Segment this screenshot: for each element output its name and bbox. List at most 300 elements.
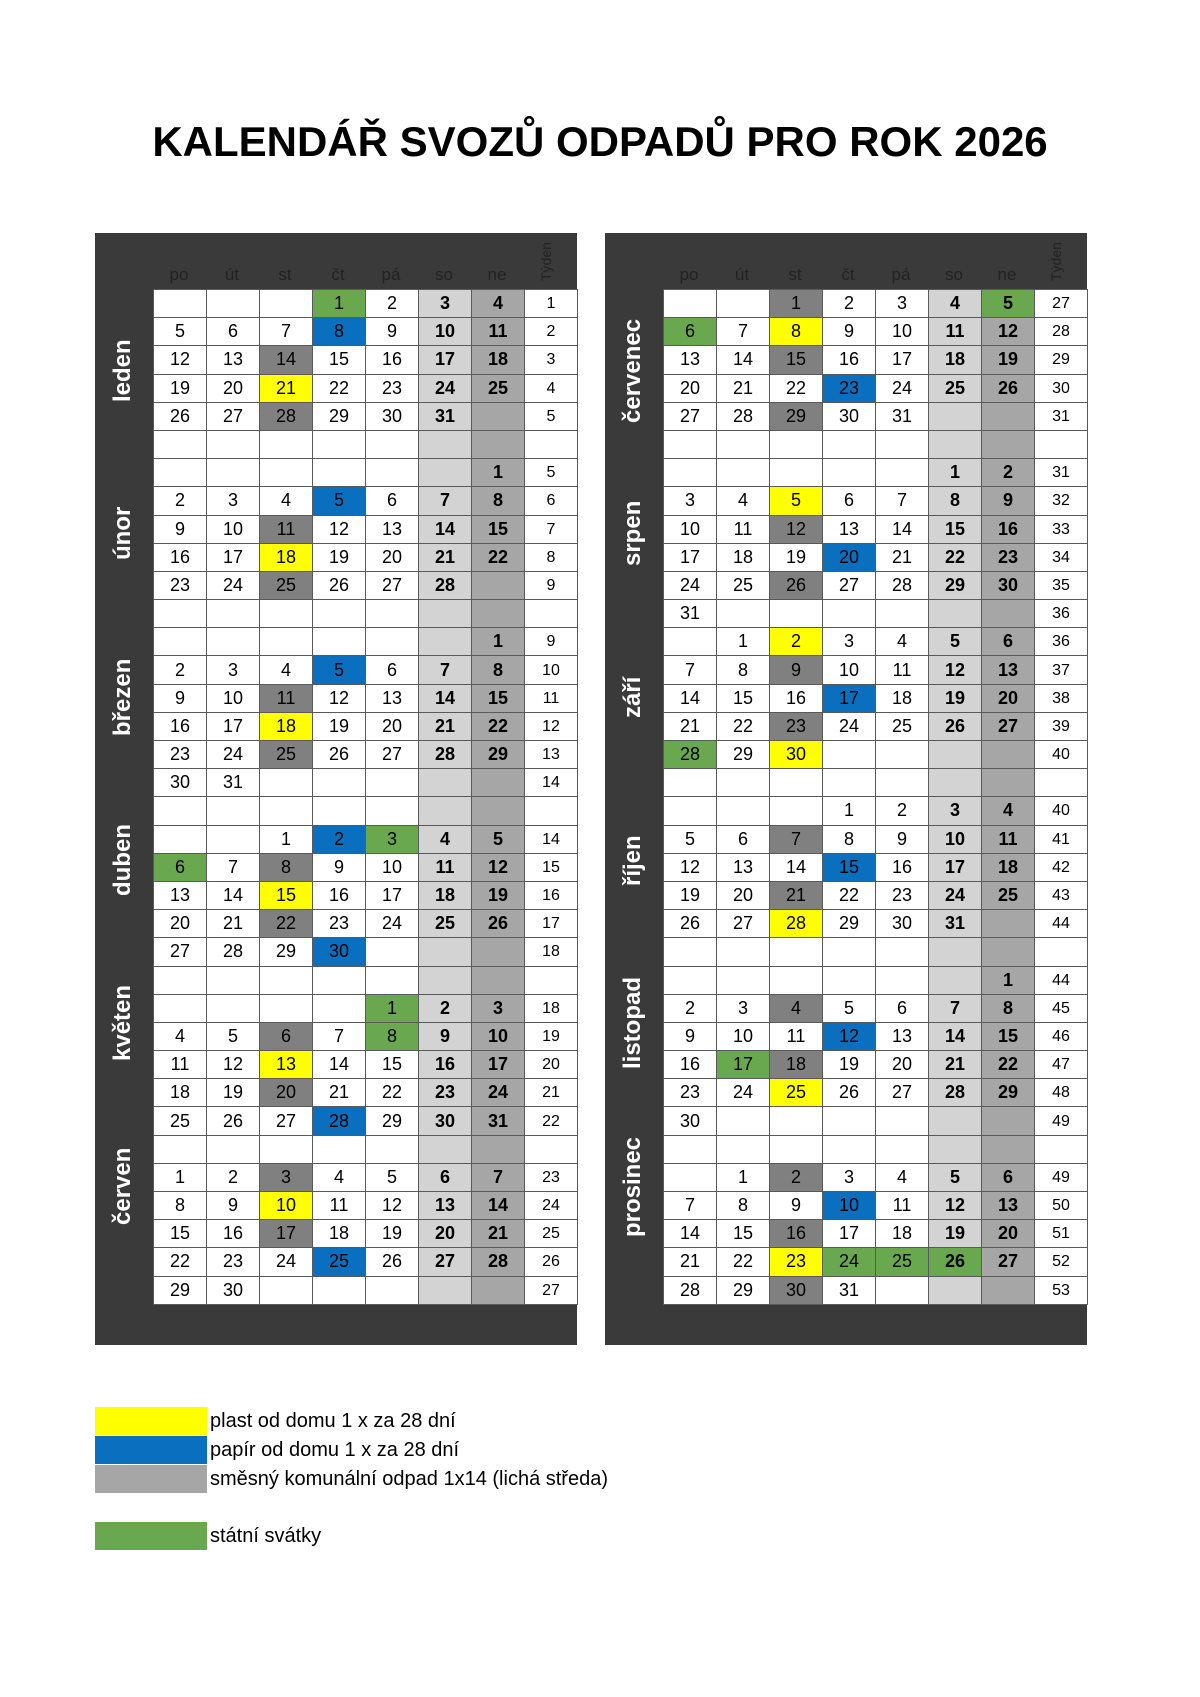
day-cell: 17 [207,712,260,740]
day-cell: 1 [982,966,1035,994]
week-row [664,1163,1088,1191]
weekday-label: so [435,265,453,284]
week-number-cell [525,966,578,994]
week-row [154,769,578,797]
day-cell: 10 [472,1022,525,1050]
day-cell: 15 [929,515,982,543]
day-cell [664,938,717,966]
day-cell: 7 [717,318,770,346]
week-number-cell: 17 [525,910,578,938]
day-cell: 6 [260,1022,313,1050]
day-cell: 16 [823,346,876,374]
day-cell [717,290,770,318]
week-number-cell: 40 [1035,797,1088,825]
day-cell: 20 [876,1051,929,1079]
day-cell: 22 [770,374,823,402]
day-cell [313,459,366,487]
day-cell [823,459,876,487]
day-cell: 23 [154,571,207,599]
week-row [664,290,1088,318]
week-row [664,1220,1088,1248]
day-cell: 22 [313,374,366,402]
day-cell: 13 [876,1022,929,1050]
week-row [664,994,1088,1022]
day-cell: 12 [366,1192,419,1220]
day-cell [207,1135,260,1163]
week-header-label: Týden [538,242,554,281]
day-cell: 13 [207,346,260,374]
day-cell [876,1107,929,1135]
week-row [664,825,1088,853]
week-number-cell: 13 [525,741,578,769]
day-cell [929,741,982,769]
day-cell [664,966,717,994]
week-number-cell: 21 [525,1079,578,1107]
day-cell: 31 [472,1107,525,1135]
legend-swatch-papir [95,1436,207,1464]
day-cell: 22 [823,881,876,909]
day-cell: 14 [770,853,823,881]
day-cell: 27 [419,1248,472,1276]
week-row [664,684,1088,712]
day-cell: 29 [260,938,313,966]
day-cell: 6 [717,825,770,853]
day-cell: 17 [366,881,419,909]
day-cell: 20 [260,1079,313,1107]
day-cell: 4 [313,1163,366,1191]
week-row [664,741,1088,769]
day-cell: 20 [717,881,770,909]
day-cell: 8 [366,1022,419,1050]
day-cell: 16 [154,543,207,571]
day-cell [366,966,419,994]
legend-swatch-svatky [95,1522,207,1550]
day-cell: 15 [472,684,525,712]
day-cell: 19 [207,1079,260,1107]
day-cell: 23 [419,1079,472,1107]
day-cell: 25 [472,374,525,402]
month-name: září [619,676,646,718]
day-cell: 21 [664,712,717,740]
day-cell [260,290,313,318]
day-cell [472,1276,525,1304]
day-cell: 23 [207,1248,260,1276]
day-cell: 22 [472,712,525,740]
day-cell: 20 [823,543,876,571]
day-cell: 30 [207,1276,260,1304]
day-cell: 1 [770,290,823,318]
day-cell [929,430,982,458]
day-cell: 23 [154,741,207,769]
day-cell: 23 [664,1079,717,1107]
day-cell: 26 [664,910,717,938]
day-cell: 8 [717,1192,770,1220]
day-cell: 7 [664,1192,717,1220]
month-name: prosinec [619,1136,646,1237]
day-cell: 4 [419,825,472,853]
day-cell [982,910,1035,938]
week-number-cell: 18 [525,938,578,966]
day-cell: 14 [313,1051,366,1079]
week-number-cell: 9 [525,628,578,656]
day-cell: 8 [313,318,366,346]
week-row [664,1107,1088,1135]
day-cell [770,769,823,797]
day-cell [260,994,313,1022]
day-cell: 9 [154,684,207,712]
day-cell: 31 [929,910,982,938]
day-cell: 25 [419,910,472,938]
day-cell: 14 [876,515,929,543]
day-cell [313,1135,366,1163]
week-number-cell: 16 [525,881,578,909]
day-cell: 3 [366,825,419,853]
day-cell: 4 [770,994,823,1022]
week-row [664,459,1088,487]
day-cell: 21 [717,374,770,402]
day-cell [876,1135,929,1163]
week-number-cell: 7 [525,515,578,543]
week-row [154,600,578,628]
day-cell: 3 [929,797,982,825]
week-row [664,571,1088,599]
day-cell: 29 [982,1079,1035,1107]
week-number-cell: 27 [1035,290,1088,318]
day-cell: 3 [664,487,717,515]
day-cell [770,938,823,966]
week-row [664,543,1088,571]
weekday-label: čt [841,265,855,284]
day-cell: 13 [982,656,1035,684]
day-cell: 22 [472,543,525,571]
day-cell [419,938,472,966]
day-cell [664,1163,717,1191]
weekday-header [663,233,1087,289]
day-cell: 9 [876,825,929,853]
day-cell: 24 [419,374,472,402]
month-name: duben [109,824,136,897]
day-cell [823,600,876,628]
day-cell: 3 [876,290,929,318]
day-cell: 27 [366,571,419,599]
day-cell [876,1276,929,1304]
day-cell: 14 [260,346,313,374]
day-cell: 27 [366,741,419,769]
day-cell: 22 [154,1248,207,1276]
week-row [664,1051,1088,1079]
week-row [154,515,578,543]
day-cell: 18 [313,1220,366,1248]
day-cell: 1 [154,1163,207,1191]
week-row [154,487,578,515]
day-cell: 19 [823,1051,876,1079]
month-name: květen [109,985,136,1062]
day-cell: 23 [982,543,1035,571]
week-row [154,797,578,825]
day-cell: 26 [154,402,207,430]
week-number-cell: 34 [1035,543,1088,571]
week-row [664,656,1088,684]
day-cell: 2 [982,459,1035,487]
day-cell [207,290,260,318]
day-cell [154,1135,207,1163]
day-cell: 7 [313,1022,366,1050]
week-row [154,318,578,346]
day-cell: 28 [472,1248,525,1276]
week-row [154,374,578,402]
week-number-cell: 36 [1035,628,1088,656]
day-cell: 20 [154,910,207,938]
day-cell: 18 [717,543,770,571]
day-cell: 5 [823,994,876,1022]
day-cell: 28 [876,571,929,599]
day-cell: 27 [260,1107,313,1135]
day-cell: 29 [472,741,525,769]
day-cell [664,1135,717,1163]
day-cell [207,459,260,487]
day-cell: 29 [366,1107,419,1135]
day-cell: 1 [929,459,982,487]
day-cell: 7 [472,1163,525,1191]
day-cell: 17 [876,346,929,374]
week-number-cell: 45 [1035,994,1088,1022]
week-number-cell: 49 [1035,1107,1088,1135]
day-cell [823,769,876,797]
week-row [154,628,578,656]
day-cell [313,797,366,825]
day-cell: 21 [313,1079,366,1107]
day-cell: 9 [313,853,366,881]
day-cell: 27 [154,938,207,966]
week-number-cell: 29 [1035,346,1088,374]
week-number-cell: 11 [525,684,578,712]
week-row [154,1276,578,1304]
weekday-label: út [224,265,240,284]
day-cell: 3 [823,628,876,656]
week-number-cell: 50 [1035,1192,1088,1220]
day-cell [929,1107,982,1135]
day-cell: 9 [366,318,419,346]
day-cell: 11 [419,853,472,881]
week-row [154,430,578,458]
day-cell: 24 [823,712,876,740]
week-row [664,769,1088,797]
week-row [154,938,578,966]
week-number-cell: 5 [525,402,578,430]
week-number-cell: 1 [525,290,578,318]
legend-item-smesny [95,1465,795,1493]
week-row [154,656,578,684]
day-cell: 6 [823,487,876,515]
day-cell [982,402,1035,430]
day-cell [823,938,876,966]
month-name: říjen [619,834,646,886]
day-cell: 14 [419,515,472,543]
day-cell: 4 [876,628,929,656]
day-cell: 12 [207,1051,260,1079]
week-number-cell: 49 [1035,1163,1088,1191]
week-row [664,881,1088,909]
day-cell: 25 [717,571,770,599]
day-cell: 29 [717,741,770,769]
week-row [154,1051,578,1079]
day-cell: 26 [929,712,982,740]
day-cell [207,994,260,1022]
day-cell [260,459,313,487]
week-number-cell: 19 [525,1022,578,1050]
day-cell: 17 [823,684,876,712]
day-cell: 12 [313,515,366,543]
day-cell: 29 [313,402,366,430]
weekday-label: po [169,265,189,284]
day-cell: 19 [929,1220,982,1248]
day-cell: 1 [717,1163,770,1191]
day-cell [982,1276,1035,1304]
day-cell: 23 [313,910,366,938]
day-cell: 23 [366,374,419,402]
week-row [664,966,1088,994]
day-cell: 6 [664,318,717,346]
day-cell: 9 [770,1192,823,1220]
day-cell: 5 [313,487,366,515]
day-cell: 13 [366,515,419,543]
day-cell: 27 [207,402,260,430]
week-number-cell: 42 [1035,853,1088,881]
day-cell: 30 [366,402,419,430]
day-cell [472,938,525,966]
day-cell: 28 [929,1079,982,1107]
day-cell: 2 [823,290,876,318]
day-cell: 9 [823,318,876,346]
day-cell: 2 [770,1163,823,1191]
day-cell [717,966,770,994]
day-cell: 31 [664,600,717,628]
week-number-cell: 8 [525,543,578,571]
day-cell: 2 [154,656,207,684]
week-row [664,797,1088,825]
day-cell [207,600,260,628]
day-cell: 13 [982,1192,1035,1220]
day-cell [717,769,770,797]
week-row [664,487,1088,515]
day-cell: 20 [982,684,1035,712]
day-cell: 12 [770,515,823,543]
day-cell: 26 [929,1248,982,1276]
week-row [154,1163,578,1191]
day-cell: 14 [664,1220,717,1248]
day-cell: 3 [472,994,525,1022]
day-cell [313,994,366,1022]
day-cell: 17 [207,543,260,571]
week-number-cell: 3 [525,346,578,374]
day-cell: 5 [929,628,982,656]
day-cell: 21 [207,910,260,938]
day-cell: 24 [876,374,929,402]
day-cell: 8 [982,994,1035,1022]
day-cell: 15 [717,1220,770,1248]
day-cell: 1 [717,628,770,656]
day-cell [207,430,260,458]
day-cell [313,1276,366,1304]
day-cell: 5 [472,825,525,853]
week-number-cell: 35 [1035,571,1088,599]
day-cell: 4 [154,1022,207,1050]
week-number-cell: 10 [525,656,578,684]
day-cell: 8 [929,487,982,515]
day-cell: 14 [472,1192,525,1220]
day-cell: 19 [313,543,366,571]
week-number-cell: 47 [1035,1051,1088,1079]
day-cell [929,938,982,966]
day-cell [982,1135,1035,1163]
week-row [664,628,1088,656]
week-number-cell [525,797,578,825]
day-cell [664,797,717,825]
week-number-cell [1035,1135,1088,1163]
legend-label-smesny: směsný komunální odpad 1x14 (lichá středa) [210,1468,608,1490]
day-cell: 24 [366,910,419,938]
day-cell: 24 [207,571,260,599]
week-number-cell: 12 [525,712,578,740]
day-cell: 11 [770,1022,823,1050]
day-cell [366,797,419,825]
week-row [154,966,578,994]
day-cell [154,459,207,487]
week-row [664,600,1088,628]
day-cell: 3 [419,290,472,318]
day-cell [770,797,823,825]
day-cell: 10 [876,318,929,346]
day-cell [717,1135,770,1163]
day-cell: 28 [419,571,472,599]
day-cell: 16 [207,1220,260,1248]
day-cell [366,769,419,797]
week-row [154,1220,578,1248]
day-cell: 24 [717,1079,770,1107]
day-cell: 18 [929,346,982,374]
legend-label-plast: plast od domu 1 x za 28 dní [210,1410,456,1432]
day-cell [823,1135,876,1163]
day-cell: 9 [770,656,823,684]
day-cell: 29 [717,1276,770,1304]
day-cell: 21 [419,543,472,571]
day-cell: 24 [823,1248,876,1276]
week-number-cell: 5 [525,459,578,487]
day-cell: 13 [154,881,207,909]
day-cell: 26 [313,571,366,599]
day-cell [982,741,1035,769]
day-cell: 23 [770,712,823,740]
day-cell: 30 [770,1276,823,1304]
week-row [664,1248,1088,1276]
day-cell: 4 [982,797,1035,825]
month-name: únor [109,507,136,561]
day-cell: 5 [207,1022,260,1050]
day-cell [770,600,823,628]
day-cell [207,966,260,994]
week-row [664,910,1088,938]
day-cell [260,430,313,458]
day-cell: 28 [664,741,717,769]
day-cell: 28 [770,910,823,938]
legend-item-svatky [95,1522,795,1550]
day-cell: 3 [717,994,770,1022]
week-header-label: Týden [1048,242,1064,281]
day-cell [876,430,929,458]
day-cell: 25 [260,571,313,599]
day-cell [260,966,313,994]
day-cell: 22 [717,712,770,740]
